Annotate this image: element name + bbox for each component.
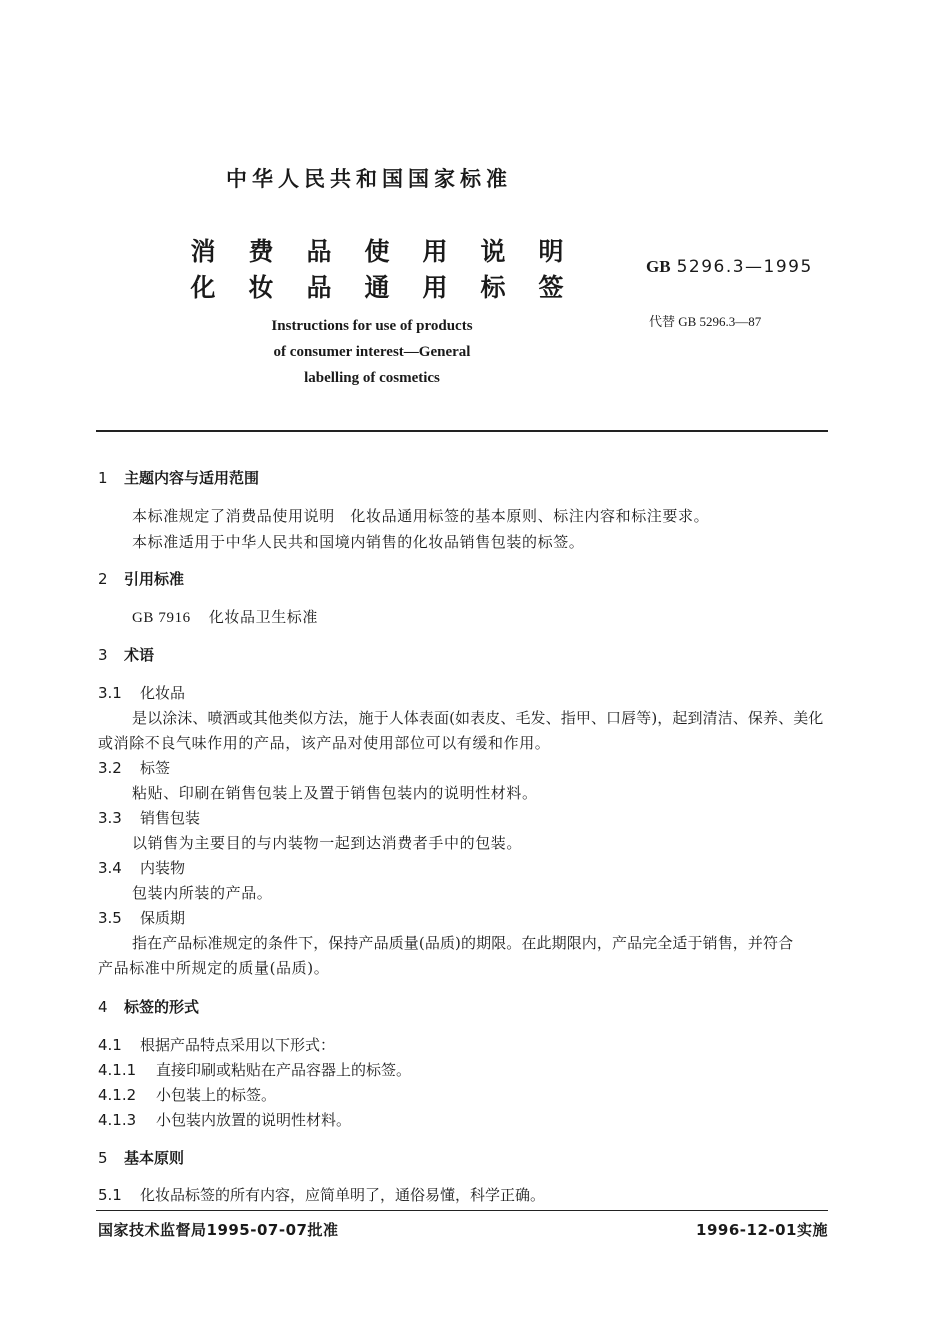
clause-text: 化妆品标签的所有内容，应简单明了，通俗易懂，科学正确。 [140, 1186, 546, 1204]
clause-4-1-1 [98, 1059, 411, 1080]
term-number: 3.5 [98, 909, 122, 927]
standard-prefix: GB [646, 257, 671, 276]
implementation-date: 1996-12-01实施 [696, 1221, 828, 1239]
section-number: 2 [98, 570, 108, 588]
term-3-2 [98, 757, 170, 778]
term-name: 化妆品 [140, 684, 186, 702]
reference-title: 化妆品卫生标准 [208, 608, 318, 626]
title-char: 妆 [248, 273, 274, 302]
term-number: 3.4 [98, 859, 122, 877]
approval-date: 国家技术监督局1995-07-07批准 [98, 1221, 339, 1239]
term-definition-continued: 产品标准中所规定的质量(品质)。 [98, 959, 330, 977]
document-title-line-2 [188, 268, 566, 304]
clause-5-1 [98, 1184, 545, 1205]
term-3-3 [98, 807, 200, 828]
clause-4-1-3 [98, 1109, 351, 1130]
section-number: 1 [98, 469, 108, 487]
title-char: 签 [538, 273, 564, 302]
clause-number: 4.1.1 [98, 1061, 137, 1079]
standard-code: 5296.3—1995 [676, 257, 813, 277]
title-char: 标 [480, 273, 506, 302]
section-4-heading [98, 996, 199, 1017]
section-title: 主题内容与适用范围 [124, 469, 260, 487]
clause-number: 4.1.3 [98, 1111, 137, 1129]
clause-text: 小包装内放置的说明性材料。 [156, 1111, 352, 1129]
replaces-note: 代替 GB 5296.3—87 [649, 314, 762, 329]
section-1-heading [98, 467, 259, 488]
title-char: 用 [422, 273, 448, 302]
term-number: 3.2 [98, 759, 122, 777]
title-char: 化 [190, 273, 216, 302]
term-3-5 [98, 907, 185, 928]
section-title: 标签的形式 [124, 998, 200, 1016]
section-number: 5 [98, 1149, 108, 1167]
term-3-1 [98, 682, 185, 703]
term-definition: 以销售为主要目的与内装物一起到达消费者手中的包装。 [132, 834, 523, 852]
term-number: 3.3 [98, 809, 122, 827]
term-definition: 指在产品标准规定的条件下，保持产品质量(品质)的期限。在此期限内，产品完全适于销售，并符合 [132, 934, 794, 952]
title-char: 明 [538, 237, 564, 266]
reference-code: GB 7916 [132, 610, 191, 626]
clause-number: 4.1 [98, 1036, 122, 1054]
title-char: 说 [480, 237, 506, 266]
title-char: 通 [364, 273, 390, 302]
standard-number [646, 257, 813, 277]
english-title-line-2: of consumer interest—General [273, 344, 471, 360]
section-3-heading [98, 644, 154, 665]
section-title: 引用标准 [124, 570, 185, 588]
paragraph: 本标准适用于中华人民共和国境内销售的化妆品销售包装的标签。 [132, 533, 585, 551]
section-title: 基本原则 [124, 1149, 185, 1167]
clause-text: 小包装上的标签。 [156, 1086, 277, 1104]
term-name: 销售包装 [140, 809, 201, 827]
footer-divider [96, 1210, 828, 1211]
english-title-line-3: labelling of cosmetics [304, 370, 440, 386]
clause-number: 4.1.2 [98, 1086, 137, 1104]
clause-text: 根据产品特点采用以下形式： [140, 1036, 336, 1054]
term-3-4 [98, 857, 185, 878]
term-definition: 粘贴、印刷在销售包装上及置于销售包装内的说明性材料。 [132, 784, 538, 802]
term-definition: 是以涂沫、喷洒或其他类似方法，施于人体表面(如表皮、毛发、指甲、口唇等)，起到清洁、保养、美化 [132, 709, 824, 727]
term-name: 标签 [140, 759, 171, 777]
section-2-heading [98, 568, 184, 589]
term-name: 保质期 [140, 909, 186, 927]
english-title-line-1: Instructions for use of products [271, 318, 473, 334]
title-char: 用 [422, 237, 448, 266]
title-char: 品 [306, 237, 332, 266]
clause-number: 5.1 [98, 1186, 122, 1204]
term-name: 内装物 [140, 859, 186, 877]
term-number: 3.1 [98, 684, 122, 702]
title-char: 费 [248, 237, 274, 266]
title-char: 消 [190, 237, 216, 266]
term-definition: 包装内所装的产品。 [132, 884, 273, 902]
national-standard-title: 中华人民共和国国家标准 [226, 167, 512, 191]
clause-text: 直接印刷或粘贴在产品容器上的标签。 [156, 1061, 412, 1079]
title-char: 品 [306, 273, 332, 302]
clause-4-1-2 [98, 1084, 276, 1105]
reference-item [132, 606, 318, 627]
paragraph: 本标准规定了消费品使用说明 化妆品通用标签的基本原则、标注内容和标注要求。 [132, 507, 710, 525]
document-title-line-1 [188, 232, 566, 268]
section-5-heading [98, 1147, 184, 1168]
section-number: 4 [98, 998, 108, 1016]
header-divider [96, 430, 828, 432]
section-title: 术语 [124, 646, 155, 664]
title-char: 使 [364, 237, 390, 266]
term-definition-continued: 或消除不良气味作用的产品，该产品对使用部位可以有缓和作用。 [98, 734, 551, 752]
clause-4-1 [98, 1034, 335, 1055]
section-number: 3 [98, 646, 108, 664]
